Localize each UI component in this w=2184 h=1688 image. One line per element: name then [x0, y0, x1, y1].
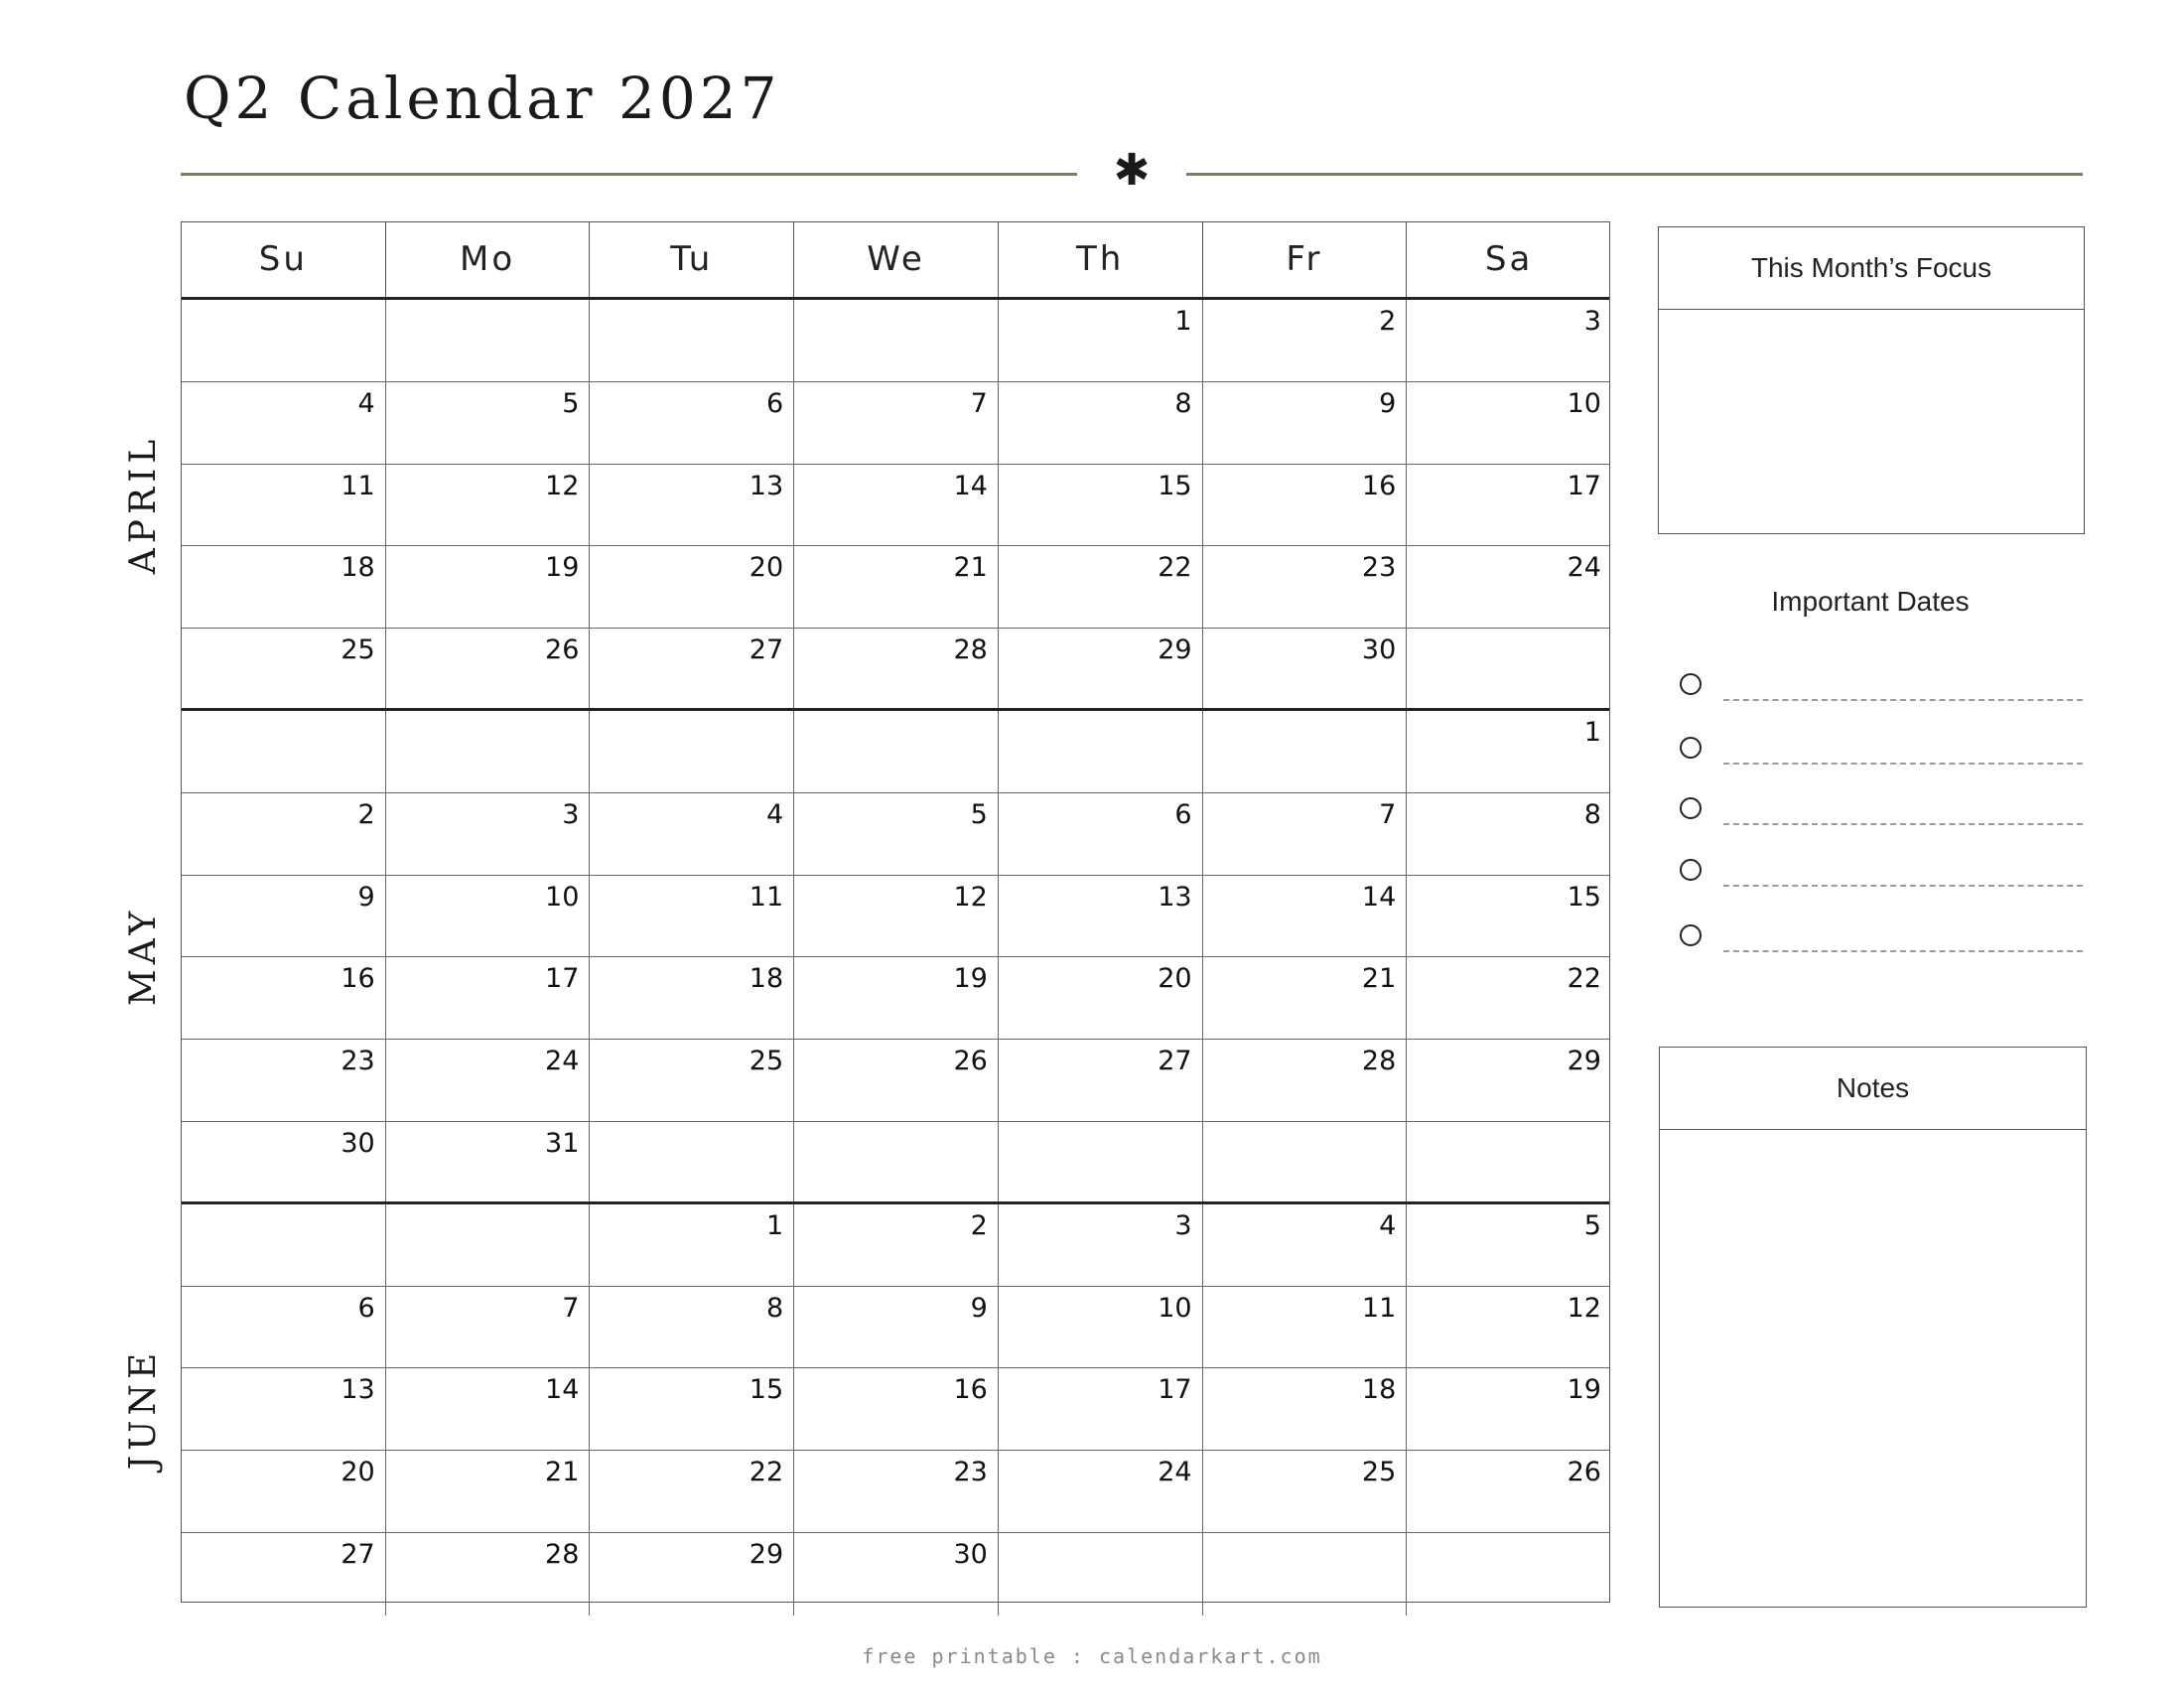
day-number: 21: [545, 1457, 580, 1488]
day-number: 16: [341, 963, 375, 995]
day-cell[interactable]: [794, 1204, 999, 1286]
day-number: 18: [749, 963, 784, 995]
day-cell[interactable]: [794, 793, 999, 875]
important-date-item[interactable]: [1680, 922, 2083, 952]
day-cell[interactable]: [386, 1368, 591, 1450]
important-date-line[interactable]: [1723, 763, 2083, 765]
day-cell: [999, 1122, 1203, 1201]
day-number: 29: [1567, 1046, 1601, 1077]
day-cell[interactable]: [999, 793, 1203, 875]
day-cell[interactable]: [1407, 1204, 1611, 1286]
day-number: 1: [1174, 306, 1192, 337]
day-cell: [182, 1204, 386, 1286]
day-cell: [999, 1533, 1203, 1616]
day-cell[interactable]: [794, 629, 999, 708]
june-week-row: [182, 1451, 1609, 1533]
day-number: 13: [341, 1374, 375, 1406]
day-cell[interactable]: [999, 876, 1203, 957]
day-number: 22: [1158, 552, 1192, 584]
may-week-row: [182, 1040, 1609, 1122]
day-number: 4: [1379, 1209, 1397, 1241]
day-number: 7: [562, 1292, 580, 1324]
page-title: Q2 Calendar 2027: [184, 65, 781, 132]
important-dates-title: Important Dates: [1771, 586, 1970, 617]
circle-checkbox-icon[interactable]: [1680, 797, 1702, 819]
day-cell: [182, 300, 386, 381]
day-number: 27: [341, 1539, 375, 1570]
day-number: 31: [545, 1128, 580, 1159]
day-number: 28: [1361, 1046, 1397, 1077]
day-cell[interactable]: [1407, 300, 1611, 381]
day-number: 25: [749, 1046, 784, 1077]
day-cell[interactable]: [1203, 629, 1408, 708]
day-number: 27: [749, 634, 784, 666]
weekday-we: We: [794, 222, 999, 297]
day-number: 11: [1361, 1292, 1397, 1324]
day-number: 16: [1361, 470, 1397, 501]
day-cell[interactable]: [590, 793, 794, 875]
day-cell[interactable]: [386, 1122, 591, 1201]
day-number: 6: [357, 1292, 375, 1324]
day-number: 5: [1583, 1209, 1601, 1241]
day-number: 2: [1379, 306, 1397, 337]
day-number: 2: [970, 1209, 988, 1241]
day-cell[interactable]: [999, 1451, 1203, 1532]
day-cell[interactable]: [590, 876, 794, 957]
day-cell[interactable]: [999, 629, 1203, 708]
day-number: 12: [545, 470, 580, 501]
circle-checkbox-icon[interactable]: [1680, 924, 1702, 946]
day-cell[interactable]: [590, 1204, 794, 1286]
day-cell[interactable]: [794, 465, 999, 546]
day-number: 15: [1158, 470, 1192, 501]
day-cell[interactable]: [1407, 1368, 1611, 1450]
day-number: 26: [1567, 1457, 1601, 1488]
day-number: 4: [765, 798, 784, 830]
day-number: 5: [562, 387, 580, 419]
day-number: 14: [545, 1374, 580, 1406]
day-cell[interactable]: [1203, 957, 1408, 1039]
day-cell[interactable]: [386, 546, 591, 628]
day-cell[interactable]: [590, 1040, 794, 1121]
important-date-line[interactable]: [1723, 885, 2083, 887]
important-date-item[interactable]: [1680, 735, 2083, 765]
day-cell[interactable]: [386, 876, 591, 957]
day-number: 5: [970, 798, 988, 830]
weekday-mo: Mo: [386, 222, 591, 297]
day-cell: [794, 1122, 999, 1201]
day-cell[interactable]: [590, 465, 794, 546]
day-cell: [1407, 629, 1611, 708]
day-number: 24: [1158, 1457, 1192, 1488]
day-cell[interactable]: [999, 382, 1203, 464]
day-number: 12: [953, 881, 988, 913]
important-date-item[interactable]: [1680, 857, 2083, 887]
quarter-calendar-grid: [181, 221, 1610, 1603]
day-cell[interactable]: [182, 876, 386, 957]
day-cell[interactable]: [386, 1451, 591, 1532]
day-number: 18: [1361, 1374, 1397, 1406]
day-cell: [386, 711, 591, 792]
day-cell[interactable]: [182, 1287, 386, 1368]
circle-checkbox-icon[interactable]: [1680, 737, 1702, 759]
day-number: 17: [1158, 1374, 1192, 1406]
month-label-may: MAY: [123, 907, 164, 1007]
day-number: 3: [1174, 1209, 1192, 1241]
day-cell[interactable]: [182, 546, 386, 628]
day-number: 22: [749, 1457, 784, 1488]
day-cell[interactable]: [1203, 793, 1408, 875]
day-cell[interactable]: [1203, 1204, 1408, 1286]
day-number: 3: [1583, 306, 1601, 337]
day-cell[interactable]: [590, 546, 794, 628]
day-cell[interactable]: [999, 1368, 1203, 1450]
day-cell: [386, 1204, 591, 1286]
day-cell[interactable]: [182, 793, 386, 875]
day-cell[interactable]: [1407, 876, 1611, 957]
day-cell[interactable]: [386, 957, 591, 1039]
day-number: 13: [1158, 881, 1192, 913]
day-number: 22: [1567, 963, 1601, 995]
month-label-april: APRIL: [123, 434, 164, 575]
day-cell[interactable]: [1203, 382, 1408, 464]
day-cell[interactable]: [590, 1368, 794, 1450]
day-number: 6: [765, 387, 784, 419]
day-cell[interactable]: [794, 546, 999, 628]
day-number: 15: [749, 1374, 784, 1406]
day-number: 4: [357, 387, 375, 419]
day-cell[interactable]: [794, 1287, 999, 1368]
day-cell[interactable]: [999, 1287, 1203, 1368]
day-cell: [1407, 1122, 1611, 1201]
footer-credit: free printable : calendarkart.com: [862, 1644, 1322, 1668]
day-number: 19: [1567, 1374, 1601, 1406]
june-week-row: [182, 1533, 1609, 1616]
day-number: 11: [749, 881, 784, 913]
title-divider-left: [181, 173, 1077, 176]
day-number: 10: [1567, 387, 1601, 419]
day-cell[interactable]: [182, 1122, 386, 1201]
day-number: 18: [341, 552, 375, 584]
day-cell: [1203, 1122, 1408, 1201]
day-number: 21: [1361, 963, 1397, 995]
day-number: 3: [562, 798, 580, 830]
day-cell[interactable]: [1203, 1451, 1408, 1532]
day-cell: [590, 711, 794, 792]
day-number: 14: [1361, 881, 1397, 913]
day-cell[interactable]: [1203, 465, 1408, 546]
important-date-line[interactable]: [1723, 699, 2083, 701]
day-cell[interactable]: [999, 300, 1203, 381]
day-number: 10: [545, 881, 580, 913]
day-number: 8: [1583, 798, 1601, 830]
weekday-su: Su: [182, 222, 386, 297]
month-label-june: JUNE: [123, 1347, 164, 1471]
day-number: 26: [545, 634, 580, 666]
day-number: 9: [970, 1292, 988, 1324]
day-cell[interactable]: [1407, 382, 1611, 464]
weekday-fr: Fr: [1203, 222, 1408, 297]
day-cell[interactable]: [1203, 546, 1408, 628]
day-cell[interactable]: [1203, 1040, 1408, 1121]
day-number: 13: [749, 470, 784, 501]
day-number: 8: [1174, 387, 1192, 419]
asterisk-icon: ✱: [1113, 145, 1151, 196]
notes-title: Notes: [1660, 1048, 2086, 1130]
day-cell[interactable]: [590, 382, 794, 464]
day-number: 20: [1158, 963, 1192, 995]
april-week-row: [182, 300, 1609, 382]
day-number: 30: [341, 1128, 375, 1159]
day-cell[interactable]: [386, 1287, 591, 1368]
day-cell[interactable]: [794, 1533, 999, 1616]
day-cell: [999, 711, 1203, 792]
day-number: 20: [749, 552, 784, 584]
day-cell[interactable]: [999, 1204, 1203, 1286]
day-cell[interactable]: [1203, 1368, 1408, 1450]
may-week-row: [182, 1122, 1609, 1204]
important-date-line[interactable]: [1723, 950, 2083, 952]
may-week-row: [182, 876, 1609, 958]
day-cell[interactable]: [182, 957, 386, 1039]
day-cell[interactable]: [1203, 1287, 1408, 1368]
day-cell: [1203, 711, 1408, 792]
day-cell: [1203, 1533, 1408, 1616]
day-number: 14: [953, 470, 988, 501]
day-cell[interactable]: [999, 957, 1203, 1039]
day-number: 26: [953, 1046, 988, 1077]
may-week-row: [182, 711, 1609, 793]
day-cell[interactable]: [386, 382, 591, 464]
day-cell[interactable]: [999, 465, 1203, 546]
day-cell[interactable]: [794, 876, 999, 957]
day-cell[interactable]: [1407, 1040, 1611, 1121]
day-cell[interactable]: [590, 957, 794, 1039]
day-cell[interactable]: [1203, 876, 1408, 957]
june-week-row: [182, 1204, 1609, 1287]
day-number: 11: [341, 470, 375, 501]
day-number: 17: [1567, 470, 1601, 501]
april-week-row: [182, 546, 1609, 629]
april-week-row: [182, 629, 1609, 711]
day-cell[interactable]: [1407, 957, 1611, 1039]
day-number: 7: [1379, 798, 1397, 830]
may-week-row: [182, 957, 1609, 1040]
day-number: 28: [953, 634, 988, 666]
day-cell: [1407, 1533, 1611, 1616]
day-number: 25: [1361, 1457, 1397, 1488]
day-number: 23: [341, 1046, 375, 1077]
day-cell[interactable]: [182, 382, 386, 464]
day-number: 10: [1158, 1292, 1192, 1324]
day-cell[interactable]: [794, 1040, 999, 1121]
day-number: 15: [1567, 881, 1601, 913]
day-cell[interactable]: [590, 1451, 794, 1532]
important-date-item[interactable]: [1680, 795, 2083, 825]
weekday-tu: Tu: [590, 222, 794, 297]
day-cell[interactable]: [1407, 465, 1611, 546]
day-number: 28: [545, 1539, 580, 1570]
day-number: 1: [765, 1209, 784, 1241]
day-cell: [590, 300, 794, 381]
day-number: 19: [545, 552, 580, 584]
day-number: 30: [953, 1539, 988, 1570]
day-number: 8: [765, 1292, 784, 1324]
month-focus-title: This Month’s Focus: [1659, 227, 2084, 310]
important-date-line[interactable]: [1723, 823, 2083, 825]
day-number: 23: [953, 1457, 988, 1488]
day-number: 17: [545, 963, 580, 995]
day-cell[interactable]: [182, 629, 386, 708]
day-number: 2: [357, 798, 375, 830]
june-week-row: [182, 1368, 1609, 1451]
day-number: 6: [1174, 798, 1192, 830]
day-cell[interactable]: [386, 793, 591, 875]
day-cell[interactable]: [1407, 711, 1611, 792]
circle-checkbox-icon[interactable]: [1680, 859, 1702, 881]
day-cell[interactable]: [386, 629, 591, 708]
day-number: 21: [953, 552, 988, 584]
day-cell: [386, 300, 591, 381]
day-number: 29: [1158, 634, 1192, 666]
day-number: 23: [1361, 552, 1397, 584]
day-cell: [590, 1122, 794, 1201]
day-number: 1: [1583, 717, 1601, 748]
june-week-row: [182, 1287, 1609, 1369]
day-cell[interactable]: [590, 629, 794, 708]
day-cell[interactable]: [182, 1040, 386, 1121]
day-cell[interactable]: [182, 1451, 386, 1532]
day-number: 30: [1361, 634, 1397, 666]
day-cell[interactable]: [794, 382, 999, 464]
day-cell[interactable]: [999, 546, 1203, 628]
day-cell[interactable]: [590, 1533, 794, 1616]
circle-checkbox-icon[interactable]: [1680, 673, 1702, 695]
day-number: 27: [1158, 1046, 1192, 1077]
day-cell: [794, 300, 999, 381]
weekday-sa: Sa: [1484, 239, 1534, 279]
weekday-header-row: [182, 222, 1609, 300]
day-number: 25: [341, 634, 375, 666]
day-cell[interactable]: [1203, 300, 1408, 381]
day-number: 16: [953, 1374, 988, 1406]
may-week-row: [182, 793, 1609, 876]
day-cell[interactable]: [1407, 1451, 1611, 1532]
day-cell[interactable]: [794, 1451, 999, 1532]
day-cell[interactable]: [794, 957, 999, 1039]
day-cell: [794, 711, 999, 792]
day-cell: [182, 711, 386, 792]
day-cell[interactable]: [182, 1533, 386, 1616]
day-cell[interactable]: [1407, 1287, 1611, 1368]
day-number: 29: [749, 1539, 784, 1570]
day-number: 9: [357, 881, 375, 913]
day-number: 20: [341, 1457, 375, 1488]
month-focus-box[interactable]: [1658, 226, 2085, 534]
day-number: 9: [1379, 387, 1397, 419]
day-number: 19: [953, 963, 988, 995]
day-cell[interactable]: [386, 465, 591, 546]
important-date-item[interactable]: [1680, 671, 2083, 701]
april-week-row: [182, 465, 1609, 547]
day-number: 7: [970, 387, 988, 419]
day-number: 24: [1567, 552, 1601, 584]
day-cell[interactable]: [386, 1040, 591, 1121]
weekday-th: Th: [999, 222, 1203, 297]
notes-box[interactable]: [1659, 1047, 2087, 1608]
day-cell[interactable]: [182, 1368, 386, 1450]
day-cell[interactable]: [1407, 546, 1611, 628]
april-week-row: [182, 382, 1609, 465]
day-cell[interactable]: [794, 1368, 999, 1450]
day-cell[interactable]: [999, 1040, 1203, 1121]
day-number: 12: [1567, 1292, 1601, 1324]
day-cell[interactable]: [386, 1533, 591, 1616]
day-cell[interactable]: [182, 465, 386, 546]
day-cell[interactable]: [590, 1287, 794, 1368]
day-cell[interactable]: [1407, 793, 1611, 875]
day-number: 24: [545, 1046, 580, 1077]
title-divider-right: [1186, 173, 2083, 176]
